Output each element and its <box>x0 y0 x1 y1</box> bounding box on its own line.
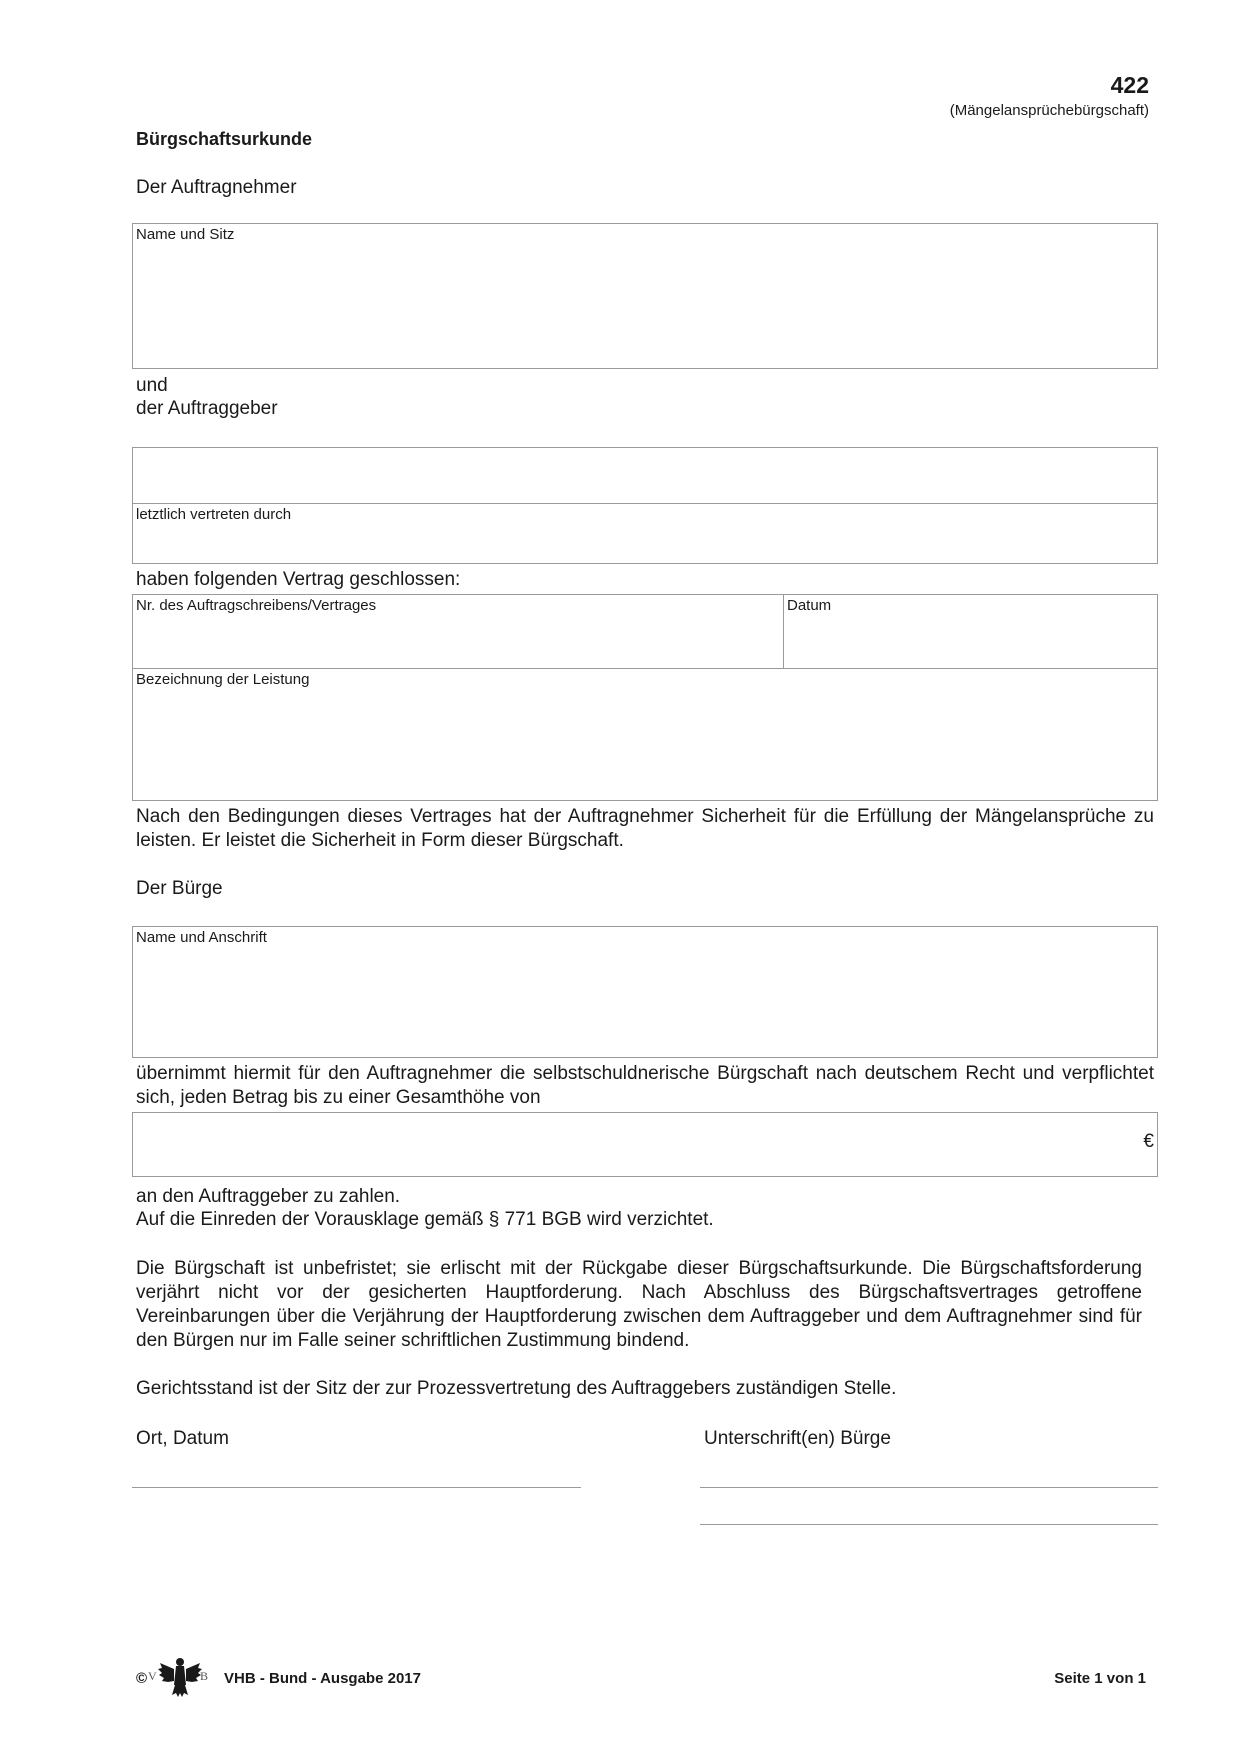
conditions-paragraph: Nach den Bedingungen dieses Vertrages hat der Auftragnehmer Sicherheit für die Erfüllung der Mängelansprüche zu leisten. Er leistet die Sicherheit in Form dieser Bürgschaft. <box>136 806 1154 851</box>
contract-date-field[interactable] <box>783 594 1158 669</box>
amount-field[interactable] <box>132 1112 1158 1177</box>
jurisdiction-paragraph: Gerichtsstand ist der Sitz der zur Prozessvertretung des Auftraggebers zuständigen Stelle. <box>136 1378 897 1399</box>
payment-line-1: an den Auftraggeber zu zahlen. <box>136 1186 401 1207</box>
client-name-field[interactable] <box>132 447 1158 504</box>
contract-number-label: Nr. des Auftragschreibens/Vertrages <box>136 597 377 614</box>
contractor-name-field[interactable] <box>132 223 1158 369</box>
contract-intro: haben folgenden Vertrag geschlossen: <box>136 569 461 590</box>
guarantor-intro: Der Bürge <box>136 878 223 899</box>
signature-label: Unterschrift(en) Bürge <box>704 1428 891 1449</box>
guarantor-address-field[interactable] <box>132 926 1158 1058</box>
service-description-label: Bezeichnung der Leistung <box>136 671 310 688</box>
logo-letter-b: B <box>200 1669 209 1683</box>
page-number: Seite 1 von 1 <box>1054 1670 1146 1687</box>
client-represented-label: letztlich vertreten durch <box>136 506 292 523</box>
place-date-label: Ort, Datum <box>136 1428 229 1449</box>
service-description-field[interactable] <box>132 668 1158 801</box>
obligation-paragraph: übernimmt hiermit für den Auftragnehmer die selbstschuldnerische Bürgschaft nach deutschem Recht und verpflichtet sich, jeden Betrag bis zu einer Gesamthöhe von <box>136 1063 1154 1108</box>
client-intro: der Auftraggeber <box>136 398 278 419</box>
and-text: und <box>136 375 168 396</box>
guarantor-address-label: Name und Anschrift <box>136 929 267 946</box>
form-subtitle: (Mängelansprüchebürgschaft) <box>949 102 1149 119</box>
place-date-line[interactable] <box>132 1487 581 1488</box>
copyright-symbol: © <box>136 1670 148 1687</box>
signature-line-2[interactable] <box>700 1524 1158 1525</box>
federal-eagle-logo <box>148 1655 209 1701</box>
euro-symbol: € <box>1143 1131 1154 1152</box>
terms-paragraph: Die Bürgschaft ist unbefristet; sie erlischt mit der Rückgabe dieser Bürgschaftsurkunde. Die Bürgschaftsforderung verjährt nicht vor der gesicherten Hauptforderung. Nach Abschluss des Bürgschaftsvertrages getroffene Vereinbarungen über die Verjährung der Hauptforderung zwischen dem Auftraggeber und dem Auftragnehmer sind für den Bürgen nur im Falle seiner schriftlichen Zustimmung bindend. <box>136 1258 1142 1351</box>
contractor-name-label: Name und Sitz <box>136 226 235 243</box>
form-number: 422 <box>1110 72 1149 98</box>
edition-text: VHB - Bund - Ausgabe 2017 <box>224 1670 421 1687</box>
contractor-intro: Der Auftragnehmer <box>136 177 297 198</box>
client-represented-field[interactable] <box>132 503 1158 564</box>
contract-date-label: Datum <box>787 597 832 614</box>
logo-letter-v: V <box>148 1669 157 1683</box>
payment-line-2: Auf die Einreden der Vorausklage gemäß § 771 BGB wird verzichtet. <box>136 1209 714 1230</box>
document-title: Bürgschaftsurkunde <box>136 129 313 149</box>
contract-number-field[interactable] <box>132 594 784 669</box>
signature-line-1[interactable] <box>700 1487 1158 1488</box>
